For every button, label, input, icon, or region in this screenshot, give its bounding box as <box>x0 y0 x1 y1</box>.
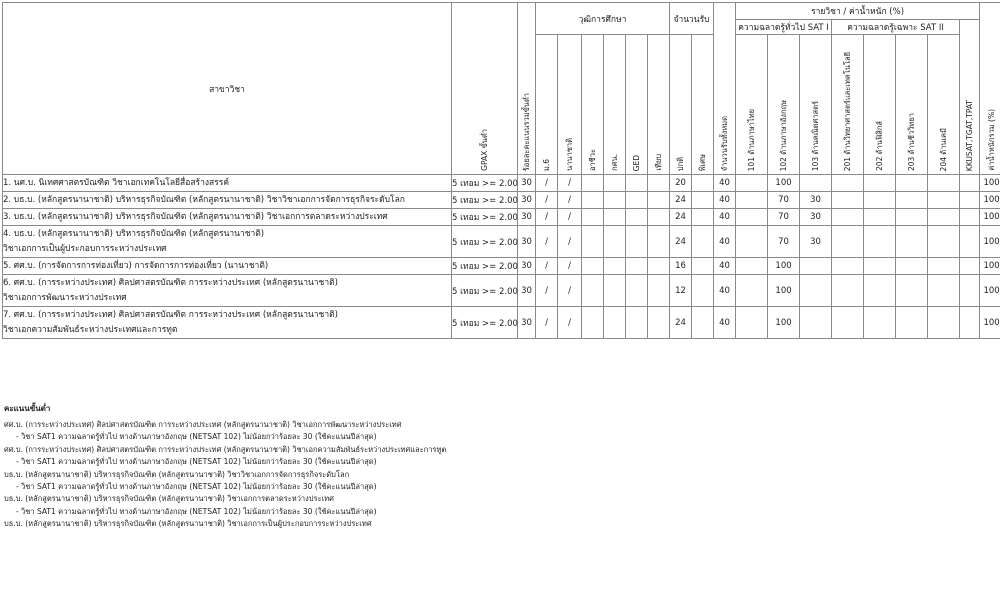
edu-nfe-cell <box>604 258 626 275</box>
notes-title: คะแนนขั้นต่ำ <box>4 404 51 413</box>
edu-ged-cell <box>626 258 648 275</box>
sat-201-cell <box>832 209 864 226</box>
edu-vocational-cell <box>582 275 604 307</box>
note-program-line: บธ.บ. (หลักสูตรนานาชาติ) บริหารธุรกิจบัณฑิต (หลักสูตรนานาชาติ) วิชาวิชาเอกการจัดการธุรกิจระดับโลก <box>4 469 350 479</box>
edu-vocational-cell <box>582 209 604 226</box>
total-weight-cell: 100 <box>980 307 1000 339</box>
major-name <box>3 209 452 226</box>
quota-normal-cell: 20 <box>670 175 692 192</box>
edu-ged-cell <box>626 175 648 192</box>
edu-intl-cell: / <box>558 209 582 226</box>
edu-vocational-cell <box>582 175 604 192</box>
header-sat-201: 201 ด้านวิทยาศาสตร์และเทคโนโลยี <box>832 35 864 175</box>
total-weight-cell: 100 <box>980 258 1000 275</box>
header-quota: จำนวนรับ <box>670 3 714 35</box>
table-row <box>3 226 1000 258</box>
major-name <box>3 226 452 258</box>
header-sat-203: 203 ด้านชีววิทยา <box>896 35 928 175</box>
edu-m6-cell: / <box>536 209 558 226</box>
table-row <box>3 275 1000 307</box>
header-edu-m6: ม.6 <box>536 35 558 175</box>
quota-normal-cell: 12 <box>670 275 692 307</box>
header-sat-202: 202 ด้านฟิสิกส์ <box>864 35 896 175</box>
gpax-cell: 5 เทอม >= 2.00 <box>452 307 518 339</box>
major-name-line: 3. บธ.บ. (หลักสูตรนานาชาติ) บริหารธุรกิจบัณฑิต (หลักสูตรนานาชาติ) วิชาเอกการตลาดระหว่างประเทศ <box>3 211 388 222</box>
edu-m6-cell: / <box>536 307 558 339</box>
note-program-line: ศศ.บ. (การระหว่างประเทศ) ศิลปศาสตรบัณฑิต การระหว่างประเทศ (หลักสูตรนานาชาติ) วิชาเอกการพัฒนาระหว่างประเทศ <box>4 420 402 429</box>
edu-m6-cell: / <box>536 226 558 258</box>
sat-201-cell <box>832 226 864 258</box>
edu-intl-cell: / <box>558 175 582 192</box>
table-row <box>3 307 1000 339</box>
sat-102-cell: 70 <box>768 192 800 209</box>
edu-equiv-cell <box>648 209 670 226</box>
sat-203-cell <box>896 275 928 307</box>
header-total-weight: ค่าน้ำหนักรวม (%) <box>980 3 1000 175</box>
total-weight-cell: 100 <box>980 209 1000 226</box>
sat-103-cell: 30 <box>800 192 832 209</box>
sat-101-cell <box>736 307 768 339</box>
sat-202-cell <box>864 258 896 275</box>
sat-204-cell <box>928 275 960 307</box>
quota-normal-cell: 24 <box>670 192 692 209</box>
edu-intl-cell: / <box>558 307 582 339</box>
edu-ged-cell <box>626 275 648 307</box>
sat-101-cell <box>736 192 768 209</box>
other-tests-cell <box>960 175 980 192</box>
header-edu-equiv: เทียบ <box>648 35 670 175</box>
sat-101-cell <box>736 275 768 307</box>
major-name-line: วิชาเอกการเป็นผู้ประกอบการระหว่างประเทศ <box>3 243 167 254</box>
note-program-line: บธ.บ. (หลักสูตรนานาชาติ) บริหารธุรกิจบัณฑิต (หลักสูตรนานาชาติ) วิชาเอกการเป็นผู้ประกอบการระหว่างประเทศ <box>4 519 372 529</box>
gpax-cell: 5 เทอม >= 2.00 <box>452 258 518 275</box>
quota-special-cell <box>692 175 714 192</box>
sat-204-cell <box>928 226 960 258</box>
sat-203-cell <box>896 209 928 226</box>
header-quota-normal: ปกติ <box>670 35 692 175</box>
quota-normal-cell: 24 <box>670 307 692 339</box>
header-min-score: ร้อยละคะแนนรวมขั้นต่ำ <box>518 3 536 175</box>
gpax-cell: 5 เทอม >= 2.00 <box>452 192 518 209</box>
sat-102-cell: 100 <box>768 175 800 192</box>
edu-nfe-cell <box>604 307 626 339</box>
major-name <box>3 258 452 275</box>
total-weight-cell: 100 <box>980 226 1000 258</box>
gpax-cell: 5 เทอม >= 2.00 <box>452 175 518 192</box>
edu-m6-cell: / <box>536 175 558 192</box>
header-major: สาขาวิชา <box>3 3 452 175</box>
header-sat1: ความฉลาดรู้ทั่วไป SAT I <box>736 20 832 35</box>
edu-nfe-cell <box>604 275 626 307</box>
edu-intl-cell: / <box>558 226 582 258</box>
header-sat-101: 101 ด้านภาษาไทย <box>736 35 768 175</box>
edu-nfe-cell <box>604 192 626 209</box>
header-other-tests: KKUSAT,TGAT,TPAT <box>960 20 980 175</box>
major-name-line: 2. บธ.บ. (หลักสูตรนานาชาติ) บริหารธุรกิจบัณฑิต (หลักสูตรนานาชาติ) วิชาวิชาเอกการจัดการธุรกิจระดับโลก <box>3 194 405 205</box>
sat-103-cell <box>800 307 832 339</box>
sat-101-cell <box>736 258 768 275</box>
header-sat2: ความฉลาดรู้เฉพาะ SAT II <box>832 20 960 35</box>
header-quota-special: พิเศษ <box>692 35 714 175</box>
note-requirement-line: - วิชา SAT1 ความฉลาดรู้ทั่วไป ทางด้านภาษาอังกฤษ (NETSAT 102) ไม่น้อยกว่าร้อยละ 30 (ใช้คะแนนปีล่าสุด) <box>16 506 377 516</box>
edu-equiv-cell <box>648 192 670 209</box>
table-row <box>3 192 1000 209</box>
edu-m6-cell: / <box>536 258 558 275</box>
edu-ged-cell <box>626 226 648 258</box>
min-score-cell: 30 <box>518 258 536 275</box>
sat-201-cell <box>832 258 864 275</box>
min-score-notes <box>4 402 984 531</box>
major-name <box>3 192 452 209</box>
total-weight-cell: 100 <box>980 175 1000 192</box>
sat-202-cell <box>864 209 896 226</box>
sat-103-cell <box>800 258 832 275</box>
gpax-cell: 5 เทอม >= 2.00 <box>452 209 518 226</box>
sat-202-cell <box>864 275 896 307</box>
header-education: วุฒิการศึกษา <box>536 3 670 35</box>
major-name-line: วิชาเอกความสัมพันธ์ระหว่างประเทศและการทูต <box>3 324 178 335</box>
sat-202-cell <box>864 226 896 258</box>
header-edu-intl: นานาชาติ <box>558 35 582 175</box>
table-row <box>3 209 1000 226</box>
sat-103-cell: 30 <box>800 209 832 226</box>
edu-ged-cell <box>626 192 648 209</box>
gpax-cell: 5 เทอม >= 2.00 <box>452 226 518 258</box>
edu-nfe-cell <box>604 209 626 226</box>
sat-203-cell <box>896 192 928 209</box>
quota-special-cell <box>692 307 714 339</box>
quota-total-cell: 40 <box>714 175 736 192</box>
quota-total-cell: 40 <box>714 192 736 209</box>
edu-m6-cell: / <box>536 275 558 307</box>
min-score-cell: 30 <box>518 307 536 339</box>
major-name <box>3 175 452 192</box>
sat-202-cell <box>864 307 896 339</box>
min-score-cell: 30 <box>518 175 536 192</box>
quota-normal-cell: 24 <box>670 226 692 258</box>
sat-204-cell <box>928 192 960 209</box>
sat-204-cell <box>928 258 960 275</box>
quota-special-cell <box>692 226 714 258</box>
quota-special-cell <box>692 258 714 275</box>
quota-total-cell: 40 <box>714 275 736 307</box>
sat-103-cell: 30 <box>800 226 832 258</box>
major-name <box>3 275 452 307</box>
edu-equiv-cell <box>648 175 670 192</box>
quota-special-cell <box>692 275 714 307</box>
sat-101-cell <box>736 209 768 226</box>
note-requirement-line: - วิชา SAT1 ความฉลาดรู้ทั่วไป ทางด้านภาษาอังกฤษ (NETSAT 102) ไม่น้อยกว่าร้อยละ 30 (ใช้คะแนนปีล่าสุด) <box>16 457 377 467</box>
min-score-cell: 30 <box>518 192 536 209</box>
edu-equiv-cell <box>648 275 670 307</box>
quota-total-cell: 40 <box>714 307 736 339</box>
quota-total-cell: 40 <box>714 209 736 226</box>
sat-202-cell <box>864 175 896 192</box>
note-requirement-line: - วิชา SAT1 ความฉลาดรู้ทั่วไป ทางด้านภาษาอังกฤษ (NETSAT 102) ไม่น้อยกว่าร้อยละ 30 (ใช้คะแนนปีล่าสุด) <box>16 481 377 491</box>
sat-101-cell <box>736 175 768 192</box>
sat-204-cell <box>928 209 960 226</box>
total-weight-cell: 100 <box>980 192 1000 209</box>
note-requirement-line: - วิชา SAT1 ความฉลาดรู้ทั่วไป ทางด้านภาษาอังกฤษ (NETSAT 102) ไม่น้อยกว่าร้อยละ 30 (ใช้คะแนนปีล่าสุด) <box>16 432 377 442</box>
min-score-cell: 30 <box>518 275 536 307</box>
edu-ged-cell <box>626 209 648 226</box>
other-tests-cell <box>960 226 980 258</box>
quota-total-cell: 40 <box>714 258 736 275</box>
sat-203-cell <box>896 307 928 339</box>
table-row <box>3 258 1000 275</box>
sat-201-cell <box>832 192 864 209</box>
note-program-line: ศศ.บ. (การระหว่างประเทศ) ศิลปศาสตรบัณฑิต การระหว่างประเทศ (หลักสูตรนานาชาติ) วิชาเอกความสัมพันธ์ระหว่างประเทศและการทูต <box>4 444 447 454</box>
sat-103-cell <box>800 175 832 192</box>
edu-equiv-cell <box>648 307 670 339</box>
edu-intl-cell: / <box>558 192 582 209</box>
header-quota-total: จำนวนรับทั้งหมด <box>714 3 736 175</box>
quota-total-cell: 40 <box>714 226 736 258</box>
major-name-line: 6. ศศ.บ. (การระหว่างประเทศ) ศิลปศาสตรบัณฑิต การระหว่างประเทศ (หลักสูตรนานาชาติ) <box>3 277 338 288</box>
min-score-cell: 30 <box>518 226 536 258</box>
edu-vocational-cell <box>582 226 604 258</box>
other-tests-cell <box>960 258 980 275</box>
sat-102-cell: 100 <box>768 307 800 339</box>
header-subjects: รายวิชา / ค่าน้ำหนัก (%) <box>736 3 980 20</box>
sat-203-cell <box>896 258 928 275</box>
sat-102-cell: 100 <box>768 275 800 307</box>
edu-nfe-cell <box>604 226 626 258</box>
header-edu-vocational: อาชีวะ <box>582 35 604 175</box>
sat-101-cell <box>736 226 768 258</box>
major-name-line: 1. นศ.บ. นิเทศศาสตรบัณฑิต วิชาเอกเทคโนโลยีสื่อสร้างสรรค์ <box>3 177 230 188</box>
edu-equiv-cell <box>648 258 670 275</box>
edu-ged-cell <box>626 307 648 339</box>
sat-103-cell <box>800 275 832 307</box>
sat-202-cell <box>864 192 896 209</box>
note-program-line: บธ.บ. (หลักสูตรนานาชาติ) บริหารธุรกิจบัณฑิต (หลักสูตรนานาชาติ) วิชาเอกการตลาดระหว่างประเทศ <box>4 494 334 504</box>
sat-102-cell: 70 <box>768 226 800 258</box>
sat-204-cell <box>928 307 960 339</box>
sat-203-cell <box>896 226 928 258</box>
sat-201-cell <box>832 275 864 307</box>
sat-201-cell <box>832 175 864 192</box>
quota-normal-cell: 16 <box>670 258 692 275</box>
header-sat-103: 103 ด้านคณิตศาสตร์ <box>800 35 832 175</box>
quota-special-cell <box>692 209 714 226</box>
sat-204-cell <box>928 175 960 192</box>
sat-102-cell: 100 <box>768 258 800 275</box>
header-edu-nfe: กศน. <box>604 35 626 175</box>
other-tests-cell <box>960 192 980 209</box>
edu-vocational-cell <box>582 258 604 275</box>
sat-102-cell: 70 <box>768 209 800 226</box>
major-name-line: วิชาเอกการพัฒนาระหว่างประเทศ <box>3 292 127 303</box>
quota-special-cell <box>692 192 714 209</box>
min-score-cell: 30 <box>518 209 536 226</box>
sat-201-cell <box>832 307 864 339</box>
gpax-cell: 5 เทอม >= 2.00 <box>452 275 518 307</box>
edu-intl-cell: / <box>558 258 582 275</box>
edu-vocational-cell <box>582 192 604 209</box>
major-name-line: 5. ศศ.บ. (การจัดการการท่องเที่ยว) การจัดการการท่องเที่ยว (นานาชาติ) <box>3 260 269 271</box>
total-weight-cell: 100 <box>980 275 1000 307</box>
header-sat-204: 204 ด้านเคมี <box>928 35 960 175</box>
major-name-line: 7. ศศ.บ. (การระหว่างประเทศ) ศิลปศาสตรบัณฑิต การระหว่างประเทศ (หลักสูตรนานาชาติ) <box>3 309 338 320</box>
edu-m6-cell: / <box>536 192 558 209</box>
other-tests-cell <box>960 307 980 339</box>
major-name-line: 4. บธ.บ. (หลักสูตรนานาชาติ) บริหารธุรกิจบัณฑิต (หลักสูตรนานาชาติ) <box>3 228 265 239</box>
header-edu-ged: GED <box>626 35 648 175</box>
header-sat-102: 102 ด้านภาษาอังกฤษ <box>768 35 800 175</box>
header-gpax: GPAX ขั้นต่ำ <box>452 3 518 175</box>
sat-203-cell <box>896 175 928 192</box>
admission-table <box>2 2 1000 339</box>
major-name <box>3 307 452 339</box>
table-row <box>3 175 1000 192</box>
quota-normal-cell: 24 <box>670 209 692 226</box>
other-tests-cell <box>960 209 980 226</box>
edu-equiv-cell <box>648 226 670 258</box>
other-tests-cell <box>960 275 980 307</box>
edu-vocational-cell <box>582 307 604 339</box>
edu-nfe-cell <box>604 175 626 192</box>
edu-intl-cell: / <box>558 275 582 307</box>
